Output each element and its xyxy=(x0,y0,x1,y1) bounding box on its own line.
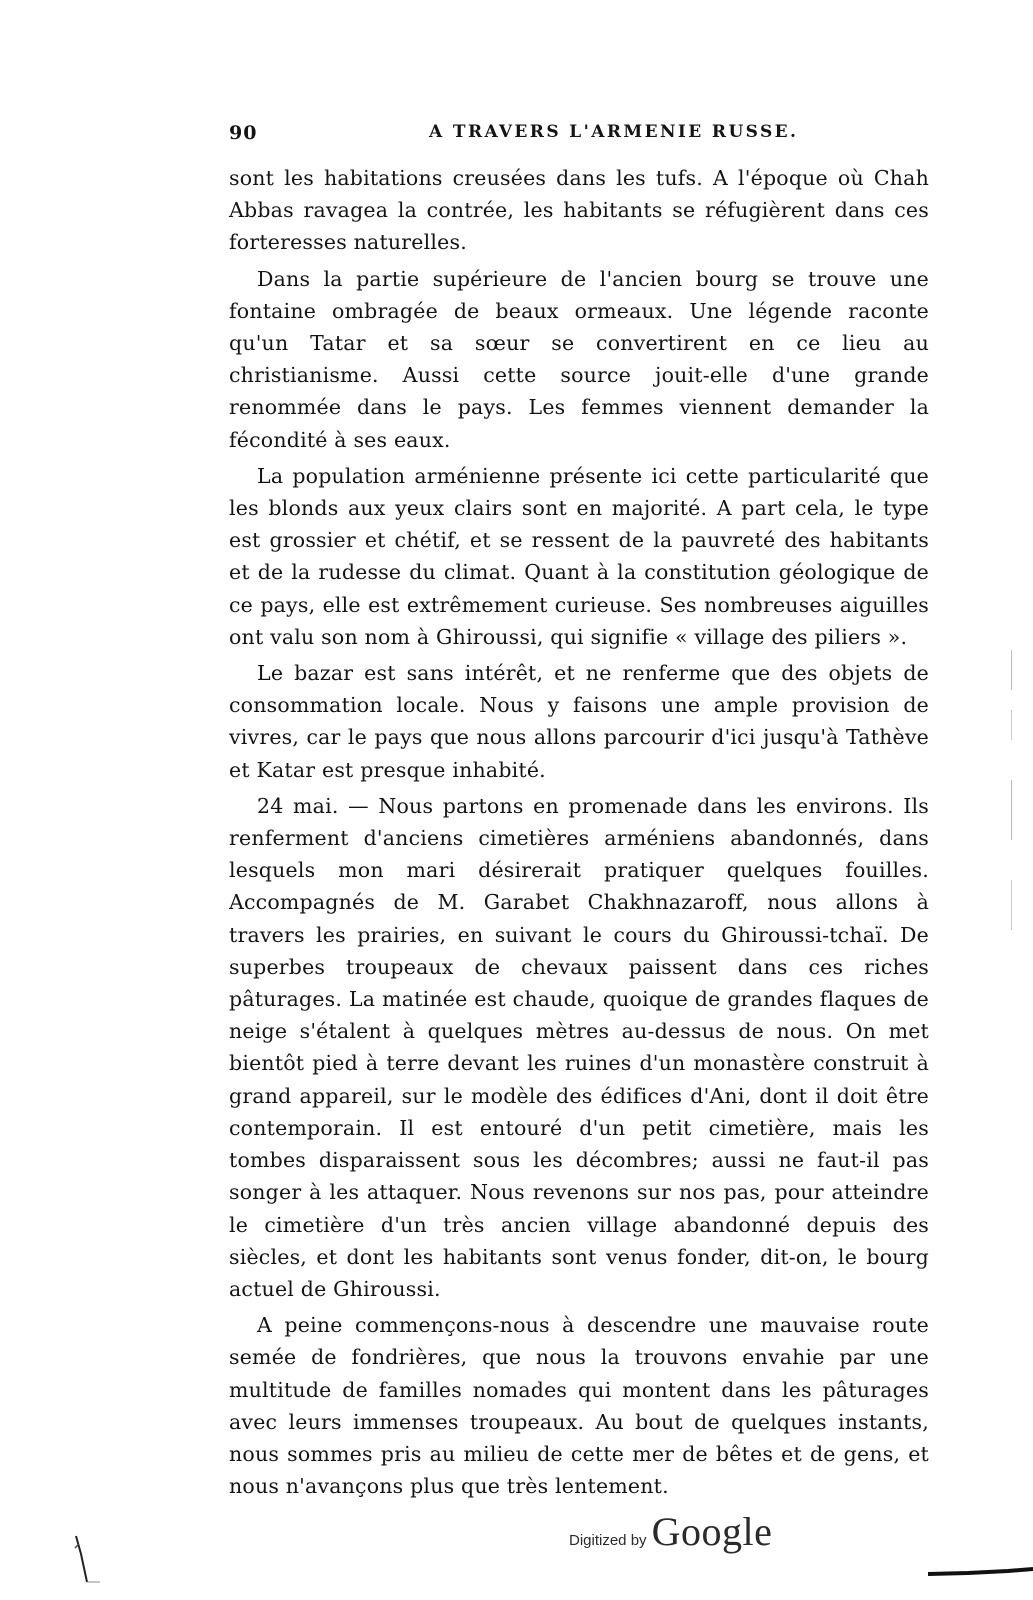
margin-scan-specks xyxy=(1010,640,1014,960)
paragraph: Le bazar est sans intérêt, et ne renferme que des objets de consommation locale. Nous y faisons une ample provision de vivres, car le pays que nous allons parcourir d'ici jusqu'à Tathève et Katar est presque inhabité. xyxy=(229,661,929,782)
paragraph: sont les habitations creusées dans les tufs. A l'époque où Chah Abbas ravagea la contrée, les habitants se réfugièrent dans ces forteresses naturelles. xyxy=(229,166,929,255)
running-title: A TRAVERS L'ARMENIE RUSSE. xyxy=(429,122,799,142)
digitized-by-watermark xyxy=(569,1508,773,1554)
running-head xyxy=(229,122,929,150)
scan-specks-graphic xyxy=(1010,640,1014,960)
scan-edge-mark-graphic xyxy=(928,1560,1033,1580)
scan-edge-mark-left xyxy=(72,1534,102,1584)
paragraph: Dans la partie supérieure de l'ancien bourg se trouve une fontaine ombragée de beaux ormeaux. Une légende raconte qu'un Tatar et sa sœur se convertirent en ce lieu au christianisme. Aussi cette source jouit-elle d'une grande renommée dans le pays. Les femmes viennent demander la fécondité à ses eaux. xyxy=(229,266,929,452)
scan-edge-mark-graphic xyxy=(72,1534,102,1584)
paragraph: A peine commençons-nous à descendre une mauvaise route semée de fondrières, que nous la trouvons envahie par une multitude de familles nomades qui montent dans les pâturages avec leurs immenses troupeaux. Au bout de quelques instants, nous sommes pris au milieu de cette mer de bêtes et de gens, et nous n'avançons plus que très lentement. xyxy=(229,1313,929,1499)
scan-edge-mark-right xyxy=(928,1560,1033,1580)
page-number: 90 xyxy=(229,122,258,144)
digitized-by-label: Digitized by xyxy=(569,1532,647,1549)
body-text xyxy=(229,162,929,1506)
paragraph: 24 mai. — Nous partons en promenade dans les environs. Ils renferment d'anciens cimetières arméniens abandonnés, dans lesquels mon mari désirerait pratiquer quelques fouilles. Accompagnés de M. Garabet Chakhnazaroff, nous allons à travers les prairies, en suivant le cours du Ghiroussi-tchaï. De superbes troupeaux de chevaux paissent dans ces riches pâturages. La matinée est chaude, quoique de grandes flaques de neige s'étalent à quelques mètres au-dessus de nous. On met bientôt pied à terre devant les ruines d'un monastère construit à grand appareil, sur le modèle des édifices d'Ani, dont il doit être contemporain. Il est entouré d'un petit cimetière, mais les tombes disparaissent sous les décombres; aussi ne faut-il pas songer à les attaquer. Nous revenons sur nos pas, pour atteindre le cimetière d'un très ancien village abandonné depuis des siècles, et dont les habitants sont venus fonder, dit-on, le bourg actuel de Ghiroussi. xyxy=(229,793,929,1301)
paragraph: La population arménienne présente ici cette particularité que les blonds aux yeux clairs sont en majorité. A part cela, le type est grossier et chétif, et se ressent de la pauvreté des habitants et de la rudesse du climat. Quant à la constitution géologique de ce pays, elle est extrêmement curieuse. Ses nombreuses aiguilles ont valu son nom à Ghiroussi, qui signifie « village des piliers ». xyxy=(229,463,929,649)
google-logo: Google xyxy=(651,1509,773,1554)
